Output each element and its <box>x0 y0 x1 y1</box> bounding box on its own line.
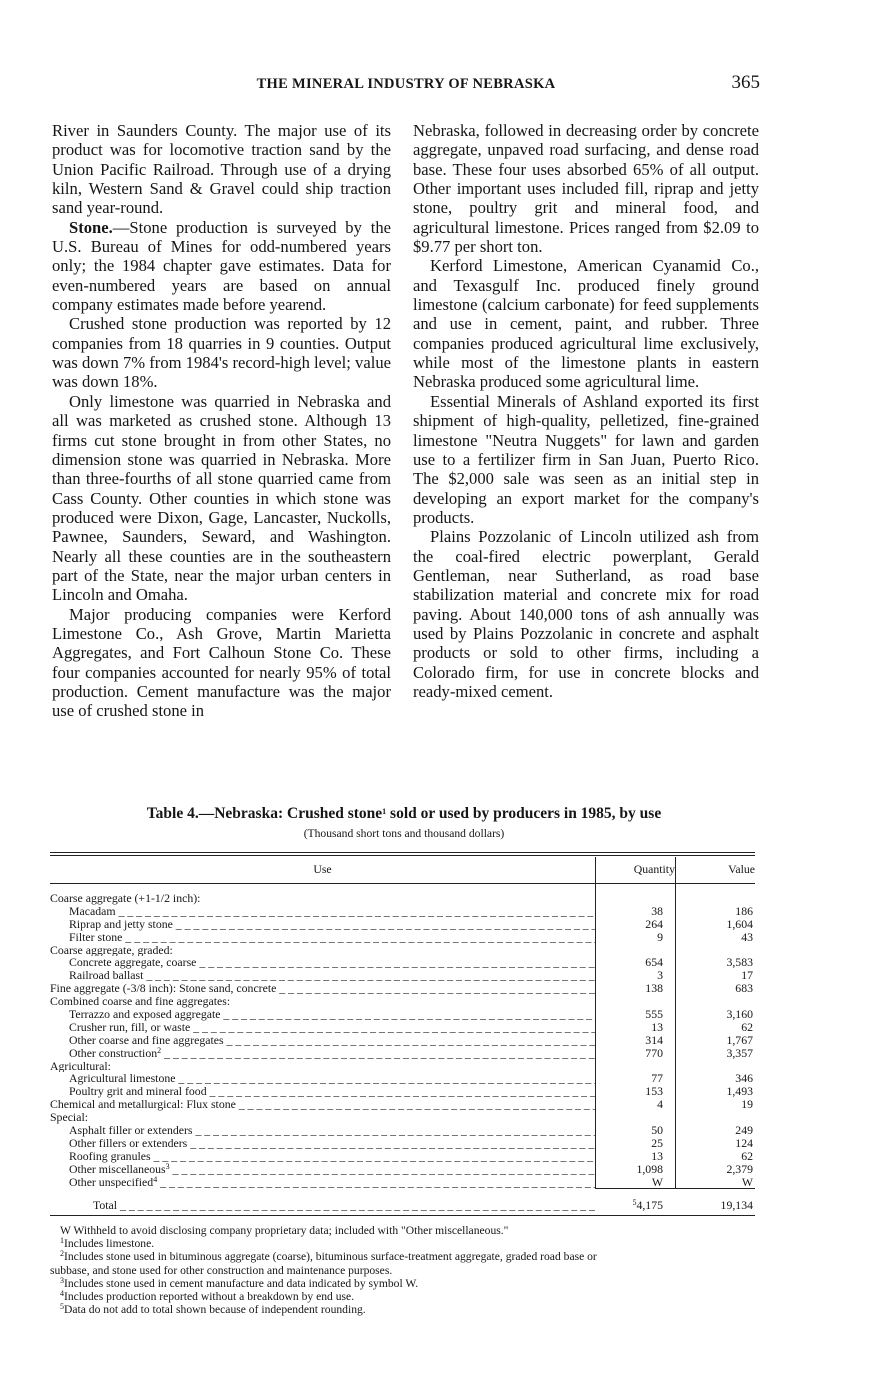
cell-quantity: 314 <box>645 1032 663 1047</box>
column-divider <box>675 857 676 1188</box>
left-column <box>52 121 391 721</box>
cell-use <box>50 1060 595 1073</box>
cell-use-label: Combined coarse and fine aggregates: <box>50 995 231 1009</box>
cell-use-label: Agricultural limestone <box>69 1072 176 1086</box>
footnote-ref: 5 <box>632 1198 637 1208</box>
cell-use <box>50 982 595 995</box>
cell-use <box>50 905 595 918</box>
table-row <box>50 918 755 931</box>
cell-quantity <box>595 1060 675 1073</box>
cell-use <box>50 1124 595 1137</box>
footnote-mark: 4 <box>60 1289 64 1299</box>
table-row <box>50 1150 755 1163</box>
footnote <box>50 1264 758 1277</box>
table-row <box>50 1098 755 1111</box>
cell-use <box>50 1034 595 1047</box>
cell-use <box>50 1111 595 1124</box>
table-row <box>50 1060 755 1073</box>
cell-use-label: Crusher run, fill, or waste <box>69 1020 191 1034</box>
cell-quantity <box>595 944 675 957</box>
paragraph: Plains Pozzolanic of Lincoln utilized ash from the coal-fired electric powerplant, Gerald Gentleman, near Sutherland, as road base stabilization material and concrete mix for road paving. About 140,000 tons of ash annually was used by Plains Pozzolanic in concrete and asphalt products or sold to other firms, including a Colorado firm, for use in concrete blocks and ready-mixed cement. <box>413 527 759 701</box>
cell-use <box>50 995 595 1008</box>
cell-use-label: Other fillers or extenders <box>69 1136 188 1150</box>
cell-use <box>50 931 595 944</box>
table-row <box>50 1085 755 1098</box>
cell-value: 186 <box>735 903 753 918</box>
cell-use-label: Asphalt filler or extenders <box>69 1124 193 1137</box>
page-number: 365 <box>731 72 760 93</box>
cell-value <box>675 892 755 905</box>
cell-use <box>50 1008 595 1021</box>
table-row <box>50 892 755 905</box>
cell-quantity: 264 <box>645 916 663 931</box>
cell-use-label: Chemical and metallurgical: Flux stone <box>50 1098 236 1112</box>
cell-quantity: 555 <box>645 1007 663 1022</box>
column-divider <box>595 857 596 1188</box>
section-heading-stone: Stone. <box>69 217 113 237</box>
table-row <box>50 1008 755 1021</box>
table-row <box>50 956 755 969</box>
footnote <box>60 1250 758 1263</box>
footnote <box>60 1224 758 1237</box>
cell-use <box>50 1072 595 1085</box>
cell-use <box>50 969 595 982</box>
footnote-text: Includes stone used in cement manufacture and data indicated by symbol W. <box>64 1276 419 1290</box>
footnote <box>60 1290 758 1303</box>
table-body <box>50 884 755 1188</box>
footnote-ref: 1 <box>382 807 387 816</box>
cell-use <box>50 1150 595 1163</box>
cell-value: 3,357 <box>726 1045 753 1060</box>
cell-quantity: 77 <box>651 1071 663 1086</box>
paragraph-text: —Stone production is surveyed by the U.S. Bureau of Mines for odd-numbered years only; the 1984 chapter gave estimates. Data for even-numbered years are based on annual company estimates made before yearend. <box>52 217 391 315</box>
cell-value: 62 <box>741 1148 753 1163</box>
table-title <box>0 805 808 823</box>
cell-use <box>50 1098 595 1111</box>
footnote-text: Includes production reported without a breakdown by end use. <box>64 1290 355 1304</box>
cell-value: 1,604 <box>726 916 753 931</box>
cell-quantity: 138 <box>645 981 663 996</box>
table-title-text: Table 4.—Nebraska: Crushed stone <box>146 805 383 822</box>
paragraph: Crushed stone production was reported by 12 companies from 18 quarries in 9 counties. Output was down 7% from 1984's record-high level; value was down 18%. <box>52 314 391 392</box>
crushed-stone-table <box>50 852 755 1216</box>
footnote <box>60 1277 758 1290</box>
table-row <box>50 931 755 944</box>
table-total-row <box>50 1195 755 1215</box>
cell-quantity <box>595 995 675 1008</box>
cell-use-label: Concrete aggregate, coarse <box>69 956 197 970</box>
footnote-ref: 4 <box>153 1175 158 1184</box>
table-row <box>50 1034 755 1047</box>
table-row <box>50 905 755 918</box>
cell-use <box>50 956 595 969</box>
cell-value: W <box>741 1174 753 1189</box>
cell-use-label: Filter stone <box>69 930 123 944</box>
cell-use-label: Railroad ballast <box>69 969 144 983</box>
cell-quantity: 13 <box>651 1019 663 1034</box>
cell-use-label: Agricultural: <box>50 1059 111 1073</box>
cell-quantity: 4 <box>657 1097 663 1112</box>
cell-quantity: 38 <box>651 903 663 918</box>
footnote-mark: 1 <box>60 1236 64 1246</box>
footnote-text: Includes limestone. <box>64 1237 155 1251</box>
total-quantity-value: 4,175 <box>636 1198 663 1213</box>
footnote-mark: 2 <box>60 1249 64 1259</box>
cell-value: 19 <box>741 1097 753 1112</box>
paragraph: Major producing companies were Kerford Limestone Co., Ash Grove, Martin Marietta Aggregates, and Fort Calhoun Stone Co. These four companies accounted for nearly 95% of total production. Cement manufacture was the major use of crushed stone in <box>52 604 391 721</box>
cell-quantity <box>595 892 675 905</box>
table-row <box>50 1163 755 1176</box>
cell-value: 124 <box>735 1135 753 1150</box>
table-bottom-rule <box>50 1215 755 1216</box>
cell-use-label: Other unspecified <box>69 1175 154 1189</box>
footnote-text: subbase, and stone used for other construction and maintenance purposes. <box>50 1263 393 1277</box>
cell-quantity: 3 <box>657 968 663 983</box>
paragraph: Only limestone was quarried in Nebraska and all was marketed as crushed stone. Although 13 firms cut stone brought in from other States, no dimension stone was quarried in Nebraska. More than three-fourths of all stone quarried came from Cass County. Other counties in which stone was produced were Dixon, Gage, Lancaster, Nuckolls, Pawnee, Saunders, Seward, and Washington. Nearly all these counties are in the southeastern part of the State, near the major urban centers in Lincoln and Omaha. <box>52 391 391 605</box>
cell-use-label: Other coarse and fine aggregates <box>69 1033 224 1047</box>
cell-quantity: 153 <box>645 1084 663 1099</box>
footnote-text: Includes stone used in bituminous aggregate (coarse), bituminous surface-treatment aggregate, graded road base or <box>64 1250 597 1264</box>
cell-quantity: 50 <box>651 1123 663 1138</box>
column-header-quantity: Quantity <box>633 862 675 876</box>
cell-value: 1,493 <box>726 1084 753 1099</box>
table-row <box>50 1176 755 1189</box>
cell-use-label: Coarse aggregate (+1-1/2 inch): <box>50 892 201 905</box>
cell-value: 3,583 <box>726 955 753 970</box>
cell-quantity: W <box>651 1174 663 1189</box>
paragraph: Essential Minerals of Ashland exported its first shipment of high-quality, pelletized, fine-grained limestone "Neutra Nuggets" for lawn and garden use to a fertilizer firm in San Juan, Puerto Rico. The $2,000 sale was seen as an initial step in developing an export market for the company's products. <box>413 391 759 527</box>
cell-value: 3,160 <box>726 1007 753 1022</box>
footnote <box>60 1237 758 1250</box>
running-head: THE MINERAL INDUSTRY OF NEBRASKA <box>256 76 556 92</box>
cell-use <box>50 892 595 905</box>
cell-use-label: Riprap and jetty stone <box>69 917 173 931</box>
cell-value: 43 <box>741 929 753 944</box>
total-quantity <box>595 1195 675 1215</box>
cell-use <box>50 1047 595 1060</box>
right-column <box>413 121 759 701</box>
cell-use-label: Terrazzo and exposed aggregate <box>69 1008 221 1021</box>
paragraph: River in Saunders County. The major use of its product was for locomotive traction sand by the Union Pacific Railroad. Through use of a drying kiln, Western Sand & Gravel could ship traction sand year-round. <box>52 121 391 218</box>
footnote <box>60 1303 758 1316</box>
cell-use <box>50 1137 595 1150</box>
table-row <box>50 1047 755 1060</box>
cell-use-label: Macadam <box>69 904 116 918</box>
cell-use-label: Coarse aggregate, graded: <box>50 943 173 957</box>
table-row <box>50 982 755 995</box>
cell-value: 249 <box>735 1123 753 1138</box>
footnote-ref: 3 <box>165 1162 170 1171</box>
cell-value: 2,379 <box>726 1161 753 1176</box>
cell-quantity: 1,098 <box>636 1161 663 1176</box>
cell-value: 683 <box>735 981 753 996</box>
total-rule <box>595 1188 755 1189</box>
footnote-mark: 3 <box>60 1275 64 1285</box>
table-subtitle: (Thousand short tons and thousand dollars) <box>303 827 505 840</box>
cell-use-label: Fine aggregate (-3/8 inch): Stone sand, concrete <box>50 982 277 996</box>
total-label: Total _ _ _ <box>50 1195 595 1215</box>
cell-value: 1,767 <box>726 1032 753 1047</box>
table-row <box>50 1137 755 1150</box>
footnote-ref: 2 <box>157 1046 162 1055</box>
cell-quantity: 25 <box>651 1135 663 1150</box>
cell-use-label: Other construction <box>69 1046 158 1060</box>
table-header <box>50 856 755 883</box>
cell-use <box>50 944 595 957</box>
cell-value: 62 <box>741 1019 753 1034</box>
footnote-text: W Withheld to avoid disclosing company proprietary data; included with "Other miscellaneous." <box>60 1224 509 1237</box>
column-header-value: Value <box>728 862 755 876</box>
cell-quantity: 654 <box>645 955 663 970</box>
paragraph-stone <box>52 218 391 315</box>
cell-value: 17 <box>741 968 753 983</box>
table-row <box>50 1111 755 1124</box>
cell-value: 346 <box>735 1071 753 1086</box>
page-header <box>0 74 873 94</box>
cell-use <box>50 1021 595 1034</box>
cell-use <box>50 1085 595 1098</box>
paragraph: Kerford Limestone, American Cyanamid Co., and Texasgulf Inc. produced finely ground limestone (calcium carbonate) for feed supplements and use in cement, paint, and rubber. Three companies produced agricultural lime exclusively, while most of the limestone plants in eastern Nebraska produced some agricultural lime. <box>413 256 759 392</box>
cell-use <box>50 918 595 931</box>
column-header-use: Use <box>313 862 332 876</box>
cell-use <box>50 1163 595 1176</box>
cell-quantity: 9 <box>657 929 663 944</box>
footnote-text: Data do not add to total shown because of independent rounding. <box>64 1303 366 1317</box>
footnote-mark: 5 <box>60 1302 64 1312</box>
cell-quantity: 13 <box>651 1148 663 1163</box>
cell-quantity: 770 <box>645 1045 663 1060</box>
table-row <box>50 1021 755 1034</box>
cell-use-label: Special: <box>50 1111 89 1125</box>
cell-quantity <box>595 1111 675 1124</box>
cell-use-label: Roofing granules <box>69 1149 151 1163</box>
table-footnotes <box>50 1224 758 1317</box>
cell-use <box>50 1176 595 1189</box>
cell-use-label: Poultry grit and mineral food <box>69 1085 207 1099</box>
paragraph: Nebraska, followed in decreasing order by concrete aggregate, unpaved road surfacing, and dense road base. These four uses absorbed 65% of all output. Other important uses included fill, riprap and jetty stone, poultry grit and mineral food, and agricultural limestone. Prices ranged from $2.09 to $9.77 per short ton. <box>413 121 759 257</box>
total-value: 19,134 <box>720 1198 753 1213</box>
cell-use-label: Other miscellaneous <box>69 1162 166 1176</box>
table-title-rest: sold or used by producers in 1985, by use <box>386 805 662 822</box>
table-row <box>50 1124 755 1137</box>
